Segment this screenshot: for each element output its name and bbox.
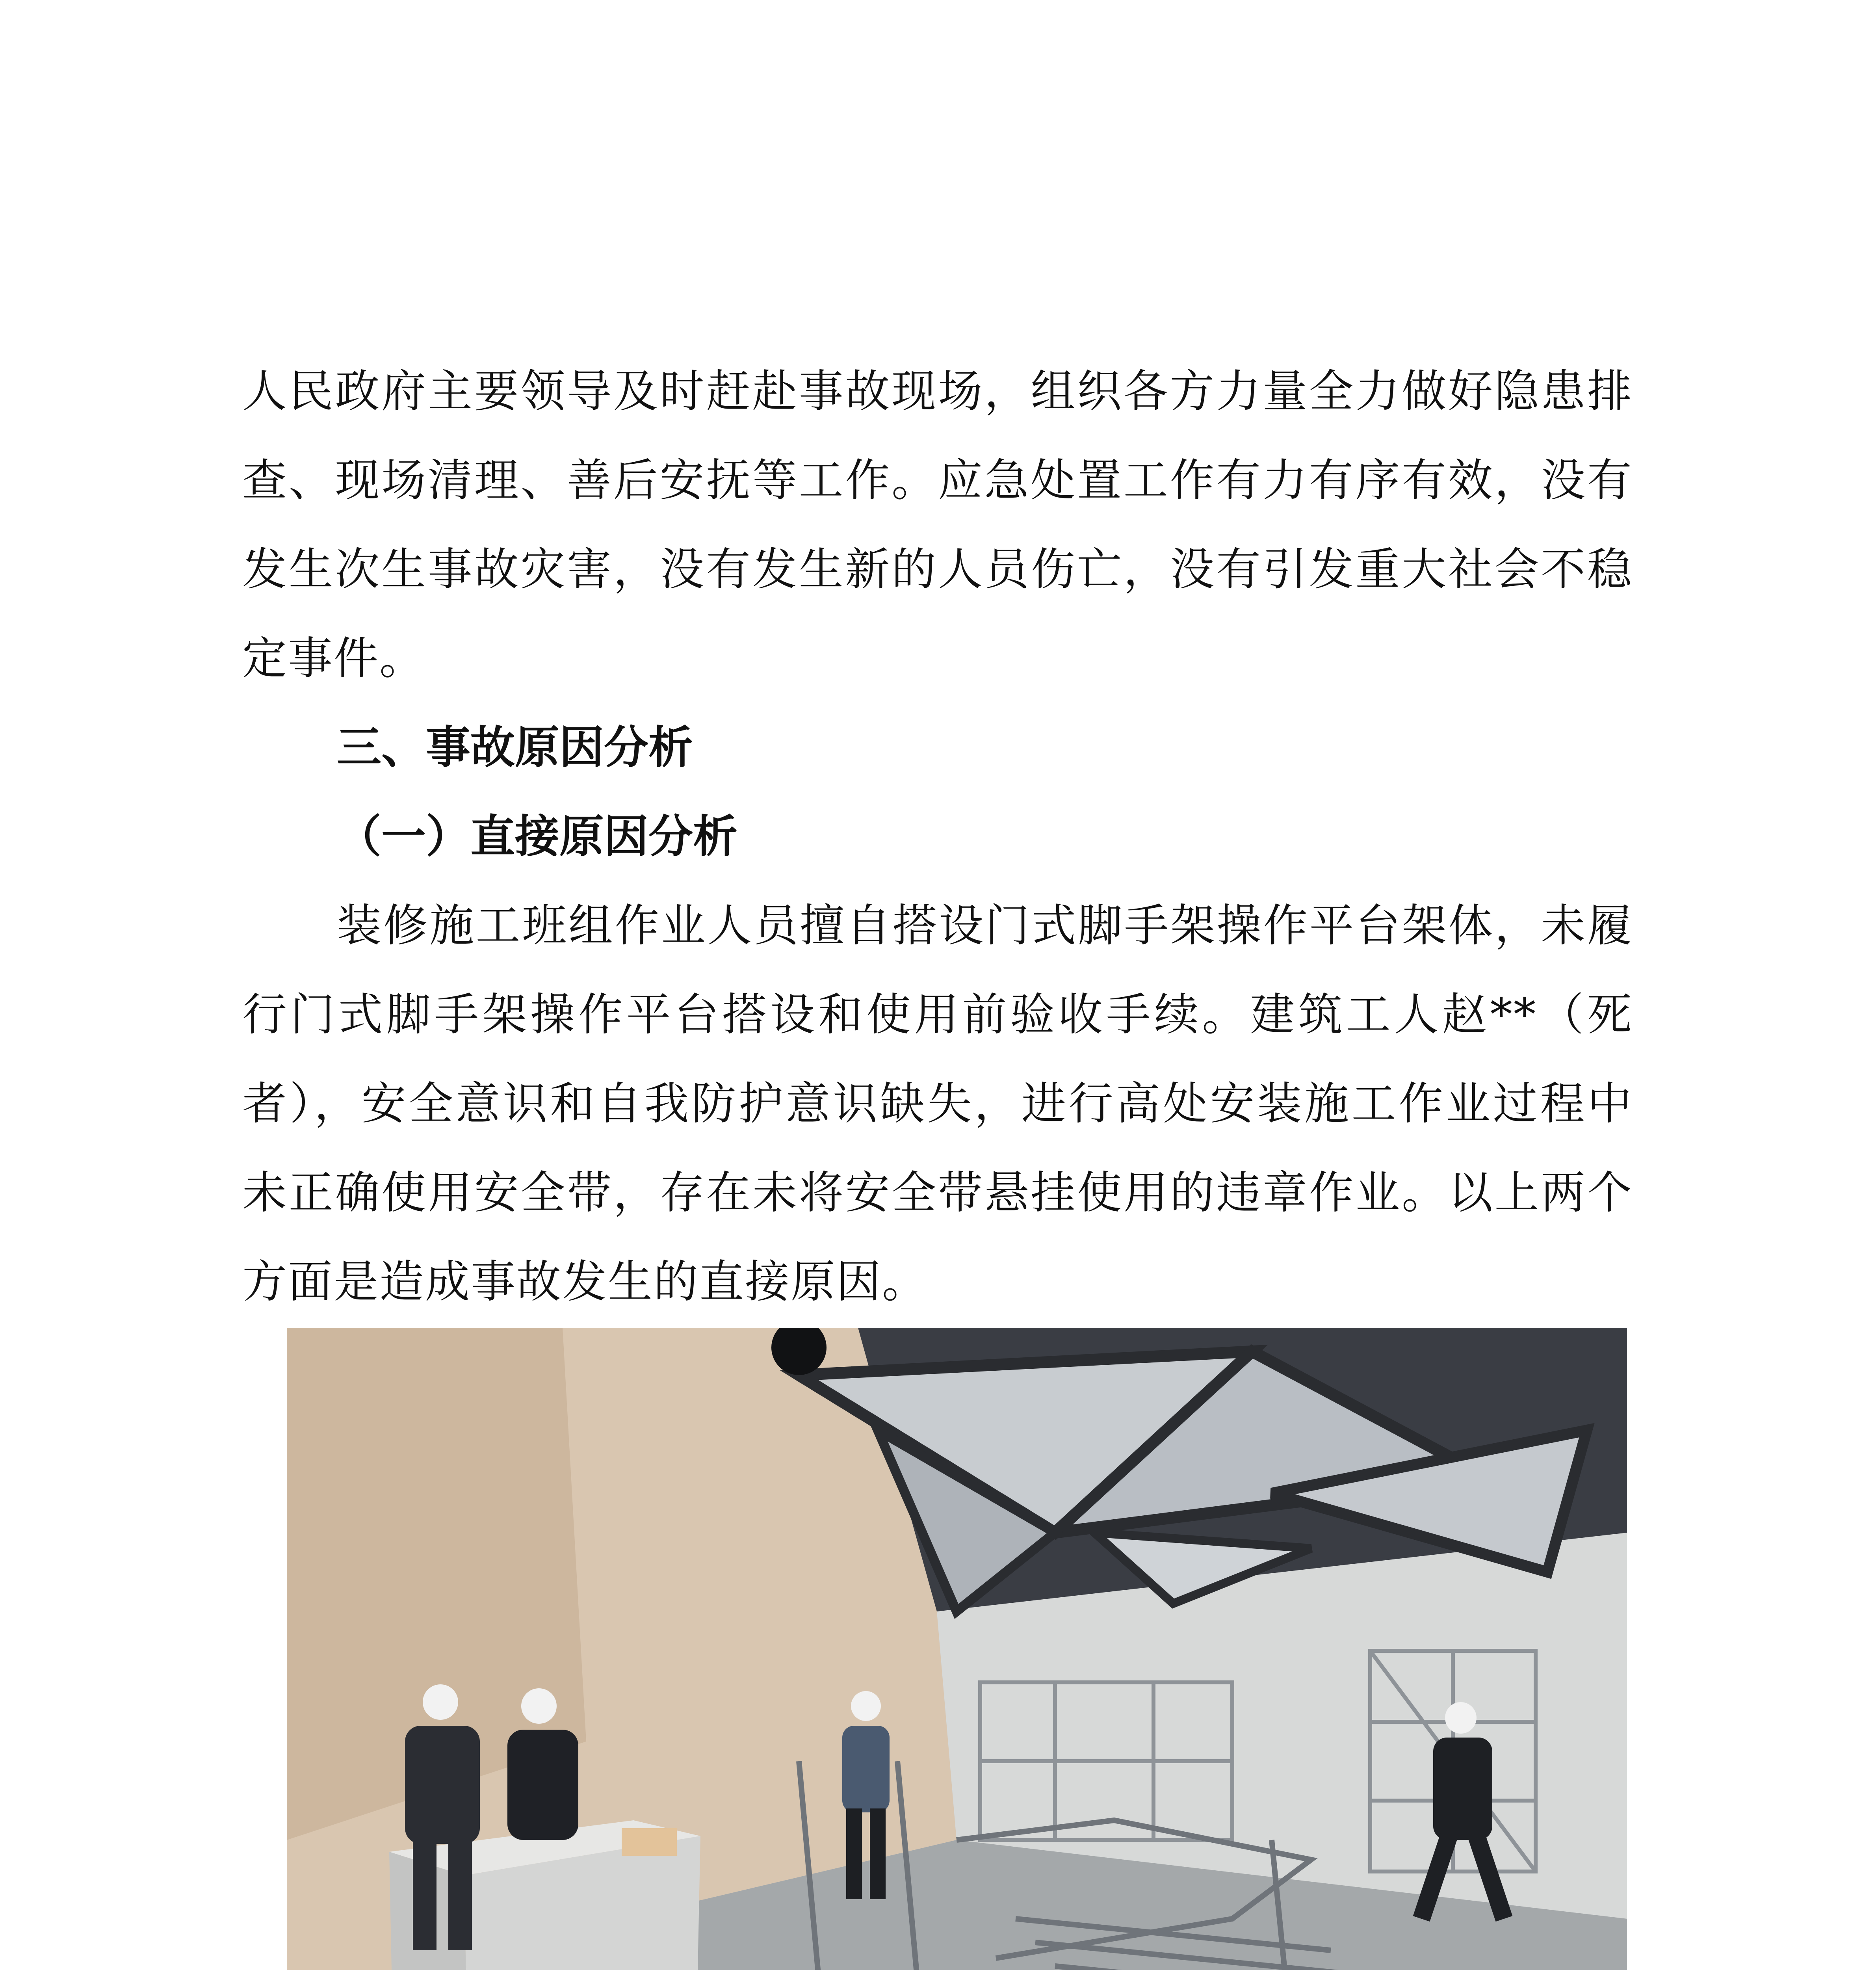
paragraph-emergency-response: 人民政府主要领导及时赶赴事故现场，组织各方力量全力做好隐患排查、现场清理、善后安抚等工作。应急处置工作有力有序有效，没有发生次生事故灾害，没有发生新的人员伤亡，没有引发重大社会不稳定事件。 xyxy=(242,365,1633,684)
section-heading-cause-analysis: 三、事故原因分析 xyxy=(337,721,693,773)
body-text xyxy=(242,347,1633,1326)
paragraph-direct-cause: 装修施工班组作业人员擅自搭设门式脚手架操作平台架体，未履行门式脚手架操作平台搭设和使用前验收手续。建筑工人赵**（死者），安全意识和自我防护意识缺失，进行高处安装施工作业过程中未正确使用安全带，存在未将安全带悬挂使用的违章作业。以上两个方面是造成事故发生的直接原因。 xyxy=(242,900,1633,1308)
scene-illustration xyxy=(287,1328,1627,1970)
subsection-heading-direct-cause: （一）直接原因分析 xyxy=(337,810,737,862)
accident-scene-photo xyxy=(287,1328,1627,1970)
